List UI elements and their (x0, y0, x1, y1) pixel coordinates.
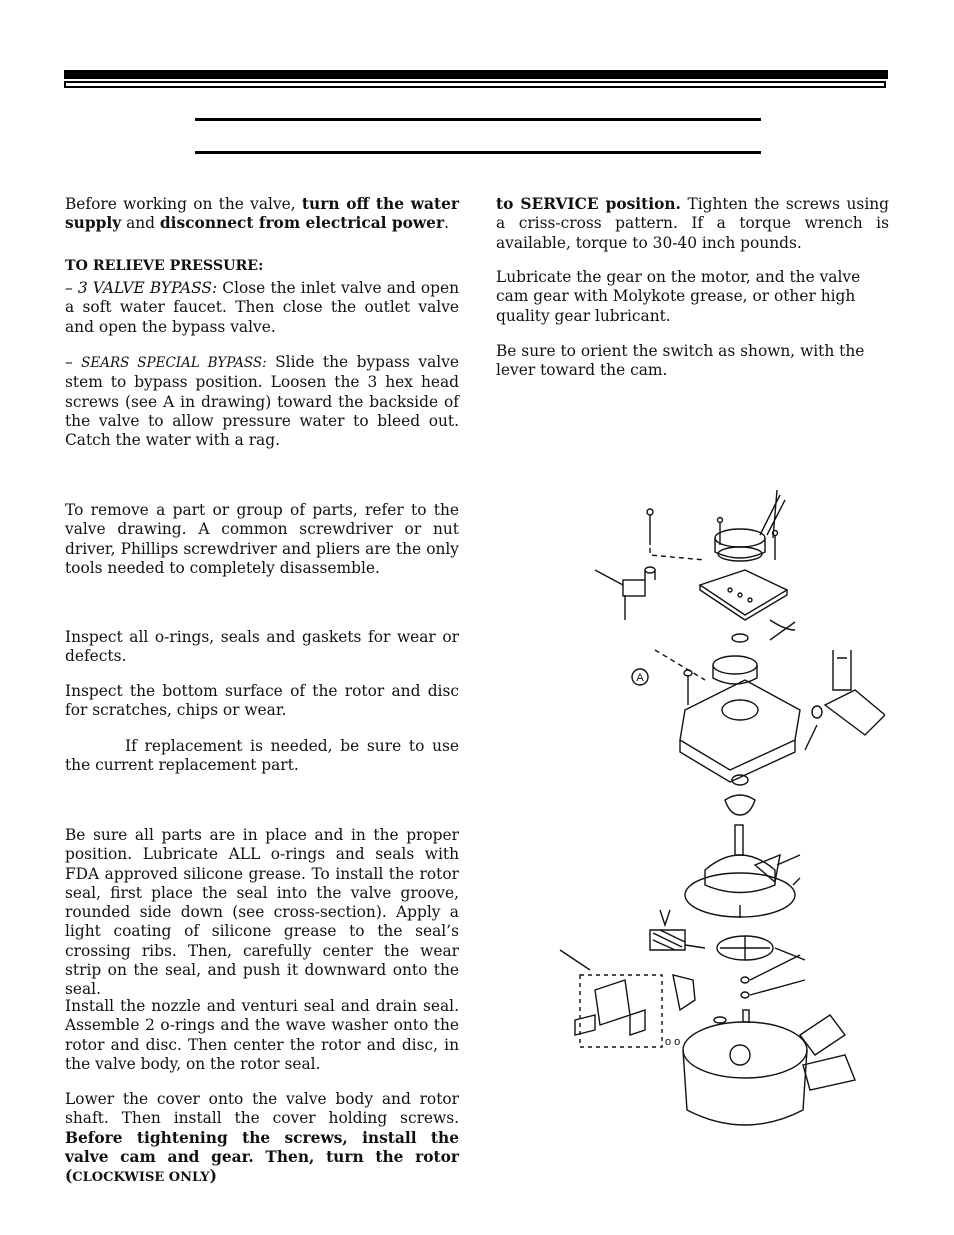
valve-cover (680, 680, 800, 782)
close-paren: ) (209, 1167, 217, 1186)
motor-icon (715, 529, 765, 561)
screw-icon (647, 509, 778, 560)
dash: – (65, 279, 78, 297)
three-valve-bypass-text: Close the inlet valve and open a soft water faucet. Then close the outlet valve and open the bypass valve. (65, 279, 459, 336)
small-o-ring-icon (741, 977, 749, 983)
sears-bypass-text: Slide the bypass valve stem to bypass position. Loosen the 3 hex head screws (see A in drawing) toward the backside of the valve to allow pressure water to bleed out. Catch the water with a rag. (65, 353, 460, 450)
lubricate-gear-paragraph: Lubricate the gear on the motor, and the valve cam gear with Molykote grease, or other high quality gear lubricant. (496, 268, 861, 325)
three-valve-bypass-label: 3 VALVE BYPASS: (77, 279, 218, 297)
drain-leader (560, 950, 590, 970)
assembly-paragraph: Be sure all parts are in place and in the proper position. Lubricate ALL o-rings and seals with FDA approved silicone grease. To install the rotor seal, first place the seal into the valve groove, rounded side down (see cross-section). Apply a light coating of silicone grease to the seal’s crossing ribs. Then, carefully center the wear strip on the seal, and push it downward onto the seal. (65, 826, 459, 999)
rotor-icon (705, 825, 780, 893)
dash: – (65, 353, 82, 371)
nozzle-paragraph: Install the nozzle and venturi seal and drain seal. Assemble 2 o-rings and the wave washer onto the rotor and disc. Then center the rotor and disc, in the valve body, on the rotor seal. (65, 997, 459, 1073)
title-rule-bottom (195, 151, 761, 154)
inspect-orings-paragraph: Inspect all o-rings, seals and gaskets for wear or defects. (65, 628, 459, 666)
inspect-rotor-paragraph: Inspect the bottom surface of the rotor and disc for scratches, chips or wear. (65, 682, 459, 720)
o-ring-icon (714, 1017, 726, 1023)
wear-strip-icon (717, 936, 773, 960)
callout-a (632, 669, 692, 705)
sears-bypass-label: SEARS SPECIAL BYPASS: (81, 355, 267, 371)
intro-period: . (444, 214, 449, 233)
drain-fitting-icon (575, 980, 645, 1035)
bypass-stem-icon (812, 690, 885, 735)
intro-bold-power: disconnect from electrical power (159, 214, 445, 233)
orient-switch-paragraph: Be sure to orient the switch as shown, with the lever toward the cam. (496, 342, 865, 380)
relieve-pressure-heading: TO RELIEVE PRESSURE: (65, 258, 264, 274)
replacement-paragraph: If replacement is needed, be sure to use the current replacement part. (65, 737, 459, 775)
valve-exploded-diagram (555, 490, 885, 1150)
disassembly-paragraph: To remove a part or group of parts, refer to the valve drawing. A common screwdriver or nut driver, Phillips screwdriver and pliers are the only tools needed to completely disassemble. (65, 501, 459, 577)
cover-bold-text: Before tightening the screws, install the valve cam and gear. Then, turn the rotor ( (65, 1128, 459, 1186)
bypass-clip-icon (833, 650, 851, 690)
motor-plate (700, 570, 787, 620)
sears-bypass-paragraph (65, 353, 459, 450)
cover-paragraph (65, 1090, 459, 1187)
intro-paragraph (65, 195, 459, 234)
service-position-bold: to SERVICE position. (496, 195, 681, 213)
intro-text: Before working on the valve, (65, 195, 302, 213)
header-rule-thick (64, 70, 888, 79)
valve-body-icon (683, 1015, 855, 1125)
header-rule-outline (64, 81, 886, 88)
switch-icon (595, 567, 655, 620)
callout-a-label: A (636, 672, 644, 684)
wave-washer-icon (725, 795, 755, 815)
small-o-ring-icon (741, 992, 749, 998)
clockwise-only: CLOCKWISE ONLY (72, 1170, 210, 1186)
title-rule-top (195, 118, 761, 121)
three-valve-bypass-paragraph (65, 279, 459, 337)
o-ring-marks: o o (665, 1036, 681, 1048)
intro-bold-water: turn off the water supply (65, 195, 459, 233)
cam-gear-icon (713, 620, 795, 684)
intro-text-and: and (121, 214, 160, 233)
motor-wires (760, 490, 785, 538)
service-position-text: Tighten the screws using a criss-cross pattern. If a torque wrench is available, torque to 30-40 inch pounds. (496, 195, 890, 252)
service-position-paragraph (496, 195, 889, 253)
seal-cross-section-icon (650, 910, 685, 950)
cover-text: Lower the cover onto the valve body and rotor shaft. Then install the cover holding screws. (65, 1090, 459, 1128)
drain-clip-icon (673, 975, 695, 1010)
drain-assembly-box (580, 975, 662, 1047)
spring-icon (743, 1010, 749, 1022)
